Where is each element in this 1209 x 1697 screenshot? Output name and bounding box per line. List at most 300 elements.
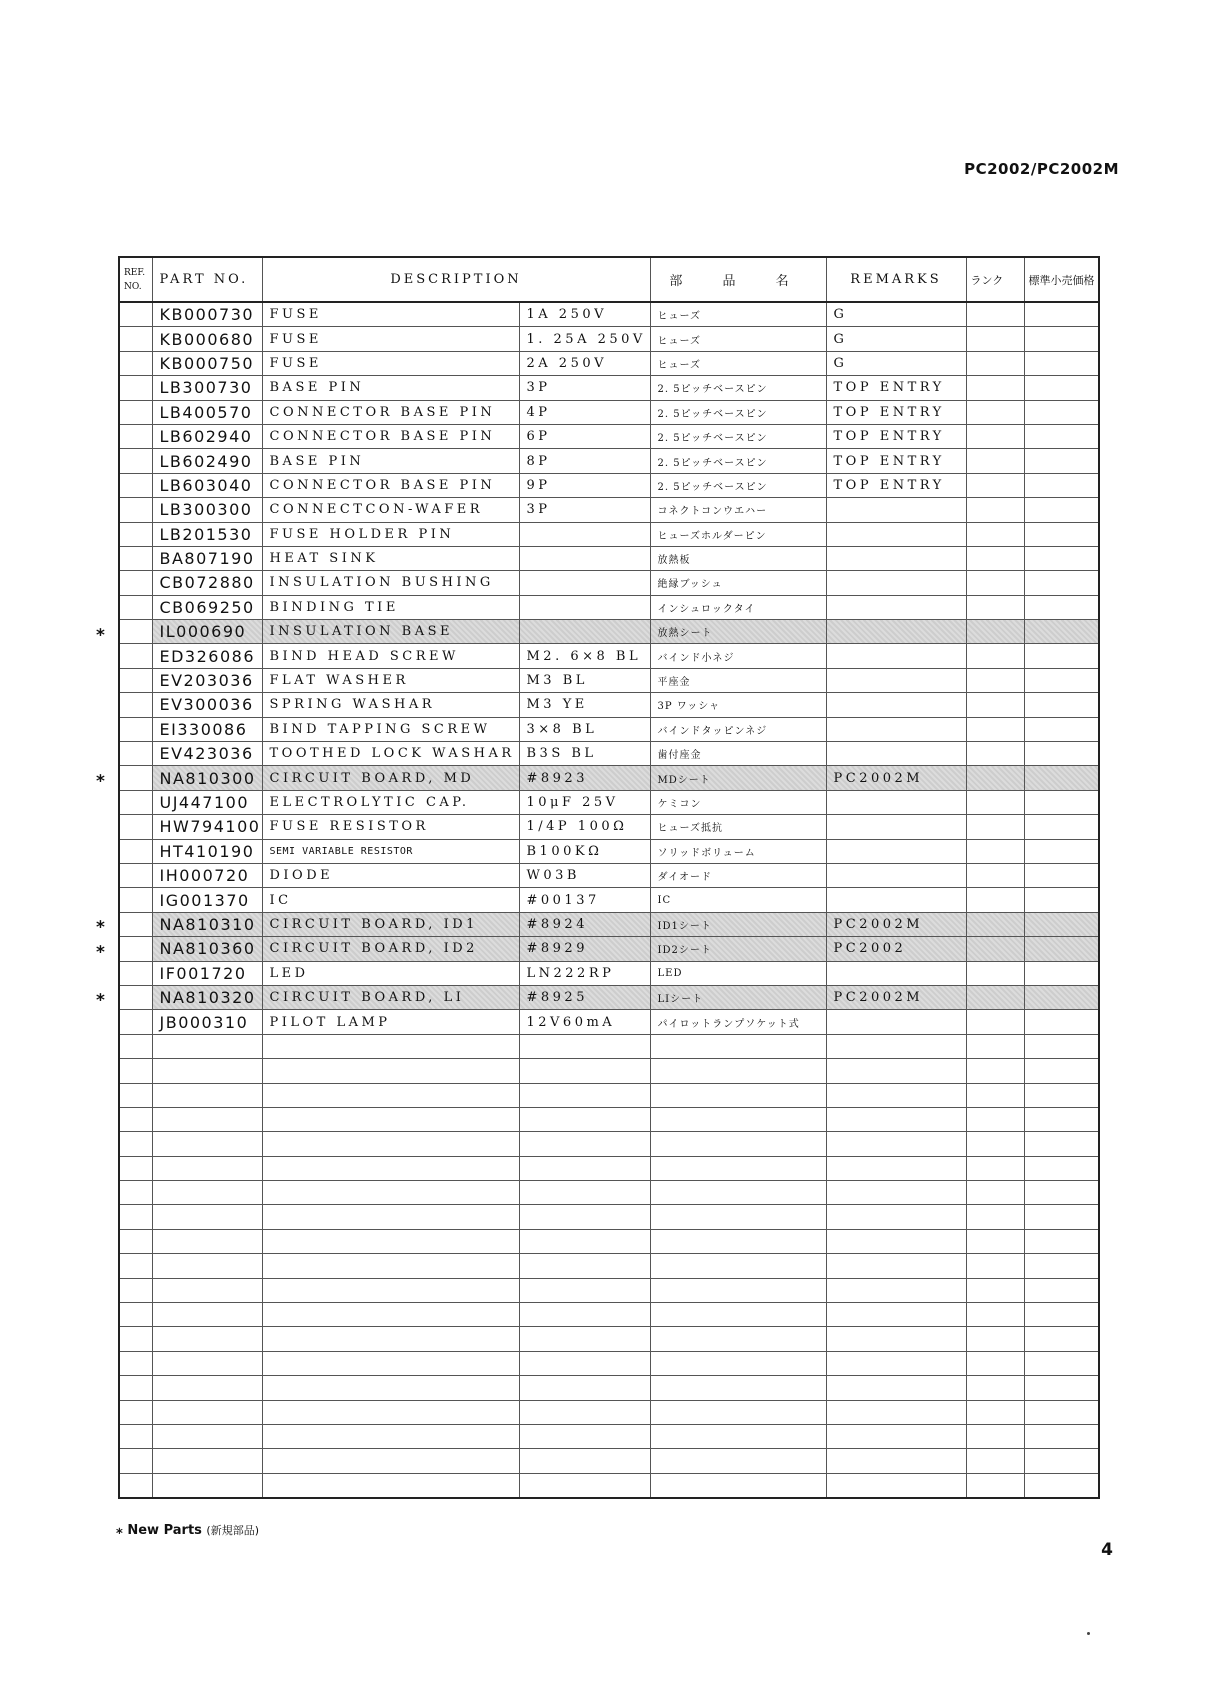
remarks-cell: PC2002M (826, 985, 966, 1009)
part-number-cell: EV423036 (152, 742, 262, 766)
empty-cell (119, 1083, 152, 1107)
empty-cell (650, 1449, 826, 1473)
empty-cell (826, 1351, 966, 1375)
empty-cell (826, 1156, 966, 1180)
spec-cell: LN222RP (519, 961, 650, 985)
description-cell: FUSE (262, 351, 519, 375)
empty-cell (650, 1376, 826, 1400)
empty-cell (966, 1351, 1024, 1375)
spec-cell: 1A 250V (519, 302, 650, 327)
empty-cell (966, 1303, 1024, 1327)
ref-cell (119, 449, 152, 473)
part-number-cell: LB201530 (152, 522, 262, 546)
ref-cell (119, 522, 152, 546)
empty-cell (519, 1107, 650, 1131)
empty-cell (262, 1278, 519, 1302)
jp-name-cell: 絶縁ブッシュ (650, 571, 826, 595)
remarks-cell: TOP ENTRY (826, 449, 966, 473)
rank-cell (966, 815, 1024, 839)
empty-row (119, 1327, 1099, 1351)
empty-cell (966, 1181, 1024, 1205)
empty-cell (152, 1327, 262, 1351)
description-cell: FLAT WASHER (262, 668, 519, 692)
price-cell (1024, 327, 1099, 351)
jp-name-cell: IC (650, 888, 826, 912)
part-number-cell: EV203036 (152, 668, 262, 692)
part-number-cell: IH000720 (152, 863, 262, 887)
remarks-cell: G (826, 327, 966, 351)
table-row (119, 961, 1099, 985)
spec-cell: 6P (519, 424, 650, 448)
empty-cell (1024, 1156, 1099, 1180)
jp-name-cell: ヒューズ (650, 327, 826, 351)
empty-cell (119, 1473, 152, 1498)
part-number-cell: JB000310 (152, 1010, 262, 1034)
empty-row (119, 1181, 1099, 1205)
new-part-mark: ⁎ (116, 1523, 123, 1538)
price-cell (1024, 985, 1099, 1009)
table-row (119, 815, 1099, 839)
empty-cell (826, 1278, 966, 1302)
empty-cell (519, 1278, 650, 1302)
parts-list-table (118, 256, 1100, 1499)
description-cell: BASE PIN (262, 376, 519, 400)
remarks-cell: TOP ENTRY (826, 473, 966, 497)
empty-cell (262, 1156, 519, 1180)
empty-cell (119, 1278, 152, 1302)
part-number-cell: LB602940 (152, 424, 262, 448)
empty-cell (152, 1083, 262, 1107)
ref-cell (119, 839, 152, 863)
table-row (119, 424, 1099, 448)
part-number-cell: LB400570 (152, 400, 262, 424)
description-cell: FUSE RESISTOR (262, 815, 519, 839)
price-cell (1024, 961, 1099, 985)
price-cell (1024, 351, 1099, 375)
spec-cell: M3 BL (519, 668, 650, 692)
empty-cell (650, 1473, 826, 1498)
price-cell (1024, 839, 1099, 863)
empty-cell (826, 1107, 966, 1131)
table-row (119, 1010, 1099, 1034)
table-row (119, 839, 1099, 863)
empty-cell (152, 1034, 262, 1058)
empty-row (119, 1107, 1099, 1131)
spec-cell: 2A 250V (519, 351, 650, 375)
jp-name-cell: ヒューズ (650, 351, 826, 375)
table-row (119, 790, 1099, 814)
empty-cell (119, 1303, 152, 1327)
jp-name-cell: ID2シート (650, 937, 826, 961)
empty-cell (1024, 1229, 1099, 1253)
empty-cell (152, 1107, 262, 1131)
empty-cell (966, 1229, 1024, 1253)
scan-speck (1087, 1632, 1090, 1635)
spec-cell: 4P (519, 400, 650, 424)
table-row (119, 449, 1099, 473)
empty-cell (152, 1400, 262, 1424)
empty-cell (262, 1424, 519, 1448)
table-row (119, 620, 1099, 644)
remarks-cell (826, 717, 966, 741)
empty-cell (262, 1229, 519, 1253)
empty-cell (262, 1132, 519, 1156)
empty-cell (1024, 1181, 1099, 1205)
table-row (119, 498, 1099, 522)
empty-cell (650, 1156, 826, 1180)
empty-cell (966, 1424, 1024, 1448)
description-cell: CONNECTOR BASE PIN (262, 400, 519, 424)
rank-cell (966, 449, 1024, 473)
part-number-cell: KB000750 (152, 351, 262, 375)
empty-cell (519, 1473, 650, 1498)
header-description: DESCRIPTION (262, 257, 650, 302)
rank-cell (966, 498, 1024, 522)
rank-cell (966, 473, 1024, 497)
jp-name-cell: 2. 5ピッチベースピン (650, 400, 826, 424)
empty-cell (119, 1034, 152, 1058)
part-number-cell: LB602490 (152, 449, 262, 473)
ref-cell (119, 937, 152, 961)
part-number-cell: CB069250 (152, 595, 262, 619)
footnote-label: New Parts (127, 1523, 202, 1538)
table-row (119, 766, 1099, 790)
empty-cell (826, 1400, 966, 1424)
spec-cell: 12V60mA (519, 1010, 650, 1034)
jp-name-cell: ID1シート (650, 912, 826, 936)
empty-cell (262, 1376, 519, 1400)
rank-cell (966, 863, 1024, 887)
empty-cell (966, 1254, 1024, 1278)
jp-name-cell: 2. 5ピッチベースピン (650, 424, 826, 448)
jp-name-cell: インシュロックタイ (650, 595, 826, 619)
ref-cell (119, 644, 152, 668)
empty-cell (152, 1156, 262, 1180)
empty-cell (119, 1059, 152, 1083)
rank-cell (966, 790, 1024, 814)
empty-cell (519, 1034, 650, 1058)
remarks-cell (826, 595, 966, 619)
description-cell: CIRCUIT BOARD, ID2 (262, 937, 519, 961)
ref-cell (119, 912, 152, 936)
table-header (119, 257, 1099, 302)
price-cell (1024, 644, 1099, 668)
spec-cell: #8923 (519, 766, 650, 790)
rank-cell (966, 693, 1024, 717)
remarks-cell (826, 693, 966, 717)
ref-cell (119, 400, 152, 424)
spec-cell: 3P (519, 376, 650, 400)
spec-cell: M3 YE (519, 693, 650, 717)
empty-cell (519, 1132, 650, 1156)
footnote-jp: (新規部品) (206, 1524, 260, 1537)
part-number-cell: LB300300 (152, 498, 262, 522)
description-cell: BIND TAPPING SCREW (262, 717, 519, 741)
rank-cell (966, 351, 1024, 375)
part-number-cell: HT410190 (152, 839, 262, 863)
model-number: PC2002/PC2002M (964, 160, 1119, 178)
remarks-cell (826, 742, 966, 766)
empty-cell (966, 1132, 1024, 1156)
ref-cell (119, 985, 152, 1009)
remarks-cell (826, 546, 966, 570)
remarks-cell: TOP ENTRY (826, 400, 966, 424)
table-row (119, 742, 1099, 766)
empty-row (119, 1449, 1099, 1473)
header-jp-name: 部 品 名 (650, 257, 826, 302)
new-part-mark: ⁎ (96, 766, 105, 787)
empty-cell (119, 1351, 152, 1375)
empty-cell (826, 1132, 966, 1156)
spec-cell: #8925 (519, 985, 650, 1009)
empty-cell (519, 1059, 650, 1083)
empty-cell (650, 1205, 826, 1229)
ref-cell (119, 571, 152, 595)
price-cell (1024, 595, 1099, 619)
jp-name-cell: コネクトコンウエハー (650, 498, 826, 522)
ref-cell (119, 302, 152, 327)
description-cell: LED (262, 961, 519, 985)
empty-cell (152, 1473, 262, 1498)
empty-cell (152, 1351, 262, 1375)
empty-row (119, 1205, 1099, 1229)
price-cell (1024, 693, 1099, 717)
jp-name-cell: 2. 5ピッチベースピン (650, 473, 826, 497)
table-row (119, 522, 1099, 546)
empty-cell (119, 1156, 152, 1180)
ref-cell (119, 376, 152, 400)
ref-cell (119, 742, 152, 766)
empty-cell (826, 1205, 966, 1229)
empty-cell (262, 1083, 519, 1107)
empty-cell (650, 1254, 826, 1278)
empty-cell (1024, 1351, 1099, 1375)
part-number-cell: NA810310 (152, 912, 262, 936)
empty-row (119, 1132, 1099, 1156)
empty-cell (152, 1205, 262, 1229)
part-number-cell: IL000690 (152, 620, 262, 644)
empty-cell (966, 1278, 1024, 1302)
empty-cell (826, 1034, 966, 1058)
rank-cell (966, 888, 1024, 912)
empty-cell (119, 1424, 152, 1448)
remarks-cell: TOP ENTRY (826, 376, 966, 400)
rank-cell (966, 546, 1024, 570)
spec-cell: #8929 (519, 937, 650, 961)
description-cell: PILOT LAMP (262, 1010, 519, 1034)
jp-name-cell: パイロットランプソケット式 (650, 1010, 826, 1034)
spec-cell (519, 546, 650, 570)
empty-cell (650, 1229, 826, 1253)
remarks-cell (826, 790, 966, 814)
empty-cell (152, 1303, 262, 1327)
rank-cell (966, 937, 1024, 961)
jp-name-cell: 放熱板 (650, 546, 826, 570)
part-number-cell: IF001720 (152, 961, 262, 985)
empty-row (119, 1278, 1099, 1302)
remarks-cell (826, 888, 966, 912)
description-cell: CONNECTCON-WAFER (262, 498, 519, 522)
table-row (119, 473, 1099, 497)
part-number-cell: UJ447100 (152, 790, 262, 814)
remarks-cell (826, 571, 966, 595)
remarks-cell (826, 1010, 966, 1034)
jp-name-cell: ヒューズ (650, 302, 826, 327)
remarks-cell (826, 522, 966, 546)
description-cell: BIND HEAD SCREW (262, 644, 519, 668)
empty-cell (262, 1034, 519, 1058)
empty-cell (826, 1181, 966, 1205)
spec-cell: B100KΩ (519, 839, 650, 863)
part-number-cell: EV300036 (152, 693, 262, 717)
empty-cell (966, 1473, 1024, 1498)
description-cell: TOOTHED LOCK WASHAR (262, 742, 519, 766)
price-cell (1024, 376, 1099, 400)
empty-cell (826, 1327, 966, 1351)
empty-cell (966, 1059, 1024, 1083)
empty-cell (826, 1229, 966, 1253)
jp-name-cell: 放熱シート (650, 620, 826, 644)
remarks-cell (826, 815, 966, 839)
empty-cell (1024, 1205, 1099, 1229)
ref-cell (119, 863, 152, 887)
empty-cell (1024, 1083, 1099, 1107)
empty-cell (650, 1083, 826, 1107)
spec-cell: 1. 25A 250V (519, 327, 650, 351)
price-cell (1024, 498, 1099, 522)
empty-cell (519, 1156, 650, 1180)
new-part-mark: ⁎ (96, 913, 105, 934)
empty-cell (650, 1034, 826, 1058)
rank-cell (966, 302, 1024, 327)
rank-cell (966, 912, 1024, 936)
new-part-mark: ⁎ (96, 937, 105, 958)
spec-cell (519, 620, 650, 644)
price-cell (1024, 620, 1099, 644)
empty-cell (519, 1229, 650, 1253)
table-row (119, 571, 1099, 595)
price-cell (1024, 742, 1099, 766)
empty-cell (1024, 1449, 1099, 1473)
part-number-cell: EI330086 (152, 717, 262, 741)
empty-cell (119, 1376, 152, 1400)
ref-cell (119, 424, 152, 448)
part-number-cell: NA810320 (152, 985, 262, 1009)
empty-cell (262, 1181, 519, 1205)
empty-cell (650, 1424, 826, 1448)
jp-name-cell: ダイオード (650, 863, 826, 887)
empty-cell (519, 1327, 650, 1351)
price-cell (1024, 400, 1099, 424)
jp-name-cell: 2. 5ピッチベースピン (650, 449, 826, 473)
part-number-cell: IG001370 (152, 888, 262, 912)
price-cell (1024, 302, 1099, 327)
empty-cell (119, 1229, 152, 1253)
rank-cell (966, 766, 1024, 790)
spec-cell (519, 571, 650, 595)
empty-cell (966, 1156, 1024, 1180)
empty-cell (966, 1083, 1024, 1107)
spec-cell: #8924 (519, 912, 650, 936)
empty-cell (650, 1059, 826, 1083)
spec-cell: 10μF 25V (519, 790, 650, 814)
table-row (119, 376, 1099, 400)
jp-name-cell: ケミコン (650, 790, 826, 814)
description-cell: BASE PIN (262, 449, 519, 473)
empty-cell (966, 1107, 1024, 1131)
ref-cell (119, 498, 152, 522)
table-row (119, 693, 1099, 717)
rank-cell (966, 376, 1024, 400)
ref-cell (119, 961, 152, 985)
empty-row (119, 1156, 1099, 1180)
empty-cell (650, 1400, 826, 1424)
empty-cell (262, 1205, 519, 1229)
remarks-cell: PC2002M (826, 912, 966, 936)
rank-cell (966, 1010, 1024, 1034)
remarks-cell (826, 620, 966, 644)
jp-name-cell: 3P ワッシャ (650, 693, 826, 717)
spec-cell: #00137 (519, 888, 650, 912)
description-cell: CIRCUIT BOARD, ID1 (262, 912, 519, 936)
ref-cell (119, 888, 152, 912)
empty-cell (826, 1376, 966, 1400)
rank-cell (966, 961, 1024, 985)
empty-row (119, 1229, 1099, 1253)
jp-name-cell: LED (650, 961, 826, 985)
empty-cell (119, 1181, 152, 1205)
spec-cell: 3P (519, 498, 650, 522)
spec-cell: 8P (519, 449, 650, 473)
empty-cell (262, 1254, 519, 1278)
empty-cell (152, 1229, 262, 1253)
empty-cell (519, 1205, 650, 1229)
price-cell (1024, 546, 1099, 570)
table-row (119, 327, 1099, 351)
part-number-cell: ED326086 (152, 644, 262, 668)
new-part-mark: ⁎ (96, 986, 105, 1007)
empty-cell (519, 1083, 650, 1107)
empty-cell (262, 1473, 519, 1498)
empty-cell (262, 1449, 519, 1473)
jp-name-cell: 歯付座金 (650, 742, 826, 766)
spec-cell: 1/4P 100Ω (519, 815, 650, 839)
price-cell (1024, 815, 1099, 839)
remarks-cell (826, 498, 966, 522)
description-cell: SEMI VARIABLE RESISTOR (262, 839, 519, 863)
table-row (119, 668, 1099, 692)
empty-cell (1024, 1473, 1099, 1498)
rank-cell (966, 571, 1024, 595)
ref-cell (119, 815, 152, 839)
jp-name-cell: バインドタッピンネジ (650, 717, 826, 741)
empty-row (119, 1473, 1099, 1498)
empty-cell (519, 1254, 650, 1278)
part-number-cell: LB300730 (152, 376, 262, 400)
remarks-cell: PC2002M (826, 766, 966, 790)
rank-cell (966, 400, 1024, 424)
empty-cell (262, 1327, 519, 1351)
table-row (119, 888, 1099, 912)
empty-cell (262, 1107, 519, 1131)
empty-cell (262, 1059, 519, 1083)
empty-cell (152, 1254, 262, 1278)
rank-cell (966, 327, 1024, 351)
description-cell: INSULATION BASE (262, 620, 519, 644)
jp-name-cell: ソリッドボリューム (650, 839, 826, 863)
empty-cell (119, 1449, 152, 1473)
page-number: 4 (1101, 1540, 1113, 1560)
